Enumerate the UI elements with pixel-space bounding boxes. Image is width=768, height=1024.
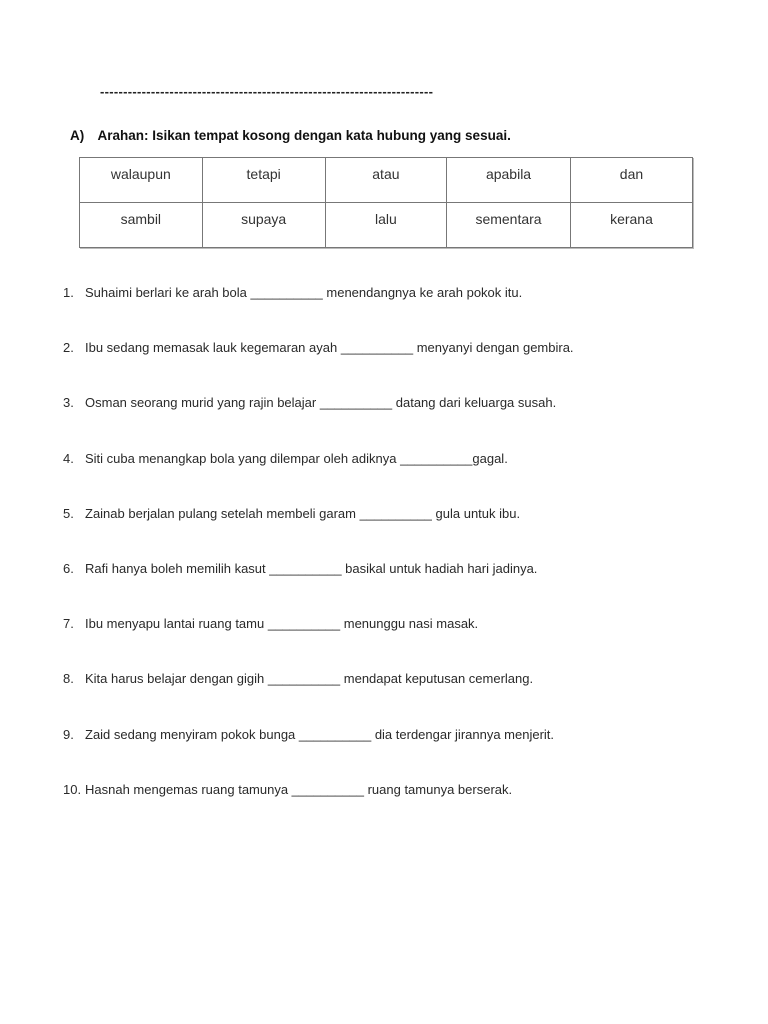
question-text: Rafi hanya boleh memilih kasut __________ basikal untuk hadiah hari jadinya. — [85, 560, 538, 576]
question-item — [63, 727, 743, 782]
section-label: A) — [70, 128, 85, 143]
question-number: 2. — [63, 340, 74, 356]
question-item — [63, 616, 743, 671]
question-number: 5. — [63, 505, 74, 521]
question-item — [63, 285, 743, 340]
section-heading — [70, 128, 511, 143]
word-cell: sementara — [447, 203, 571, 248]
dashed-divider: ------------------------------------------------------------------------ — [100, 84, 434, 99]
question-text: Suhaimi berlari ke arah bola __________ menendangnya ke arah pokok itu. — [85, 285, 523, 300]
question-number: 6. — [63, 560, 74, 576]
question-number: 3. — [63, 395, 74, 411]
word-cell: sambil — [80, 203, 203, 248]
question-item — [63, 340, 743, 395]
word-bank-table — [79, 157, 693, 248]
word-cell: atau — [325, 158, 446, 203]
question-text: Zaid sedang menyiram pokok bunga __________ dia terdengar jirannya menjerit. — [85, 726, 555, 742]
question-list — [63, 285, 743, 837]
question-text: Osman seorang murid yang rajin belajar __________ datang dari keluarga susah. — [85, 395, 557, 411]
question-number: 10. — [63, 781, 82, 797]
question-item — [63, 671, 743, 726]
word-cell: tetapi — [202, 158, 325, 203]
question-item — [63, 451, 743, 506]
instruction-text: Arahan: Isikan tempat kosong dengan kata hubung yang sesuai. — [97, 128, 511, 143]
question-number: 1. — [63, 285, 74, 300]
word-bank-row — [80, 203, 693, 248]
question-text: Ibu sedang memasak lauk kegemaran ayah __________ menyanyi dengan gembira. — [85, 340, 574, 356]
question-text: Ibu menyapu lantai ruang tamu __________ menunggu nasi masak. — [85, 616, 479, 632]
word-cell: lalu — [325, 203, 446, 248]
question-item — [63, 561, 743, 616]
question-number: 9. — [63, 726, 74, 742]
question-item — [63, 506, 743, 561]
question-text: Siti cuba menangkap bola yang dilempar oleh adiknya __________gagal. — [85, 450, 508, 466]
word-cell: walaupun — [80, 158, 203, 203]
word-cell: kerana — [570, 203, 692, 248]
word-bank-row — [80, 158, 693, 203]
word-cell: apabila — [447, 158, 571, 203]
word-cell: supaya — [202, 203, 325, 248]
question-number: 7. — [63, 616, 74, 632]
word-cell: dan — [570, 158, 692, 203]
question-text: Zainab berjalan pulang setelah membeli garam __________ gula untuk ibu. — [85, 505, 521, 521]
question-number: 8. — [63, 671, 74, 687]
question-text: Hasnah mengemas ruang tamunya __________ ruang tamunya berserak. — [85, 781, 513, 797]
question-item — [63, 395, 743, 450]
question-number: 4. — [63, 450, 74, 466]
question-item — [63, 782, 743, 837]
question-text: Kita harus belajar dengan gigih __________ mendapat keputusan cemerlang. — [85, 671, 534, 687]
